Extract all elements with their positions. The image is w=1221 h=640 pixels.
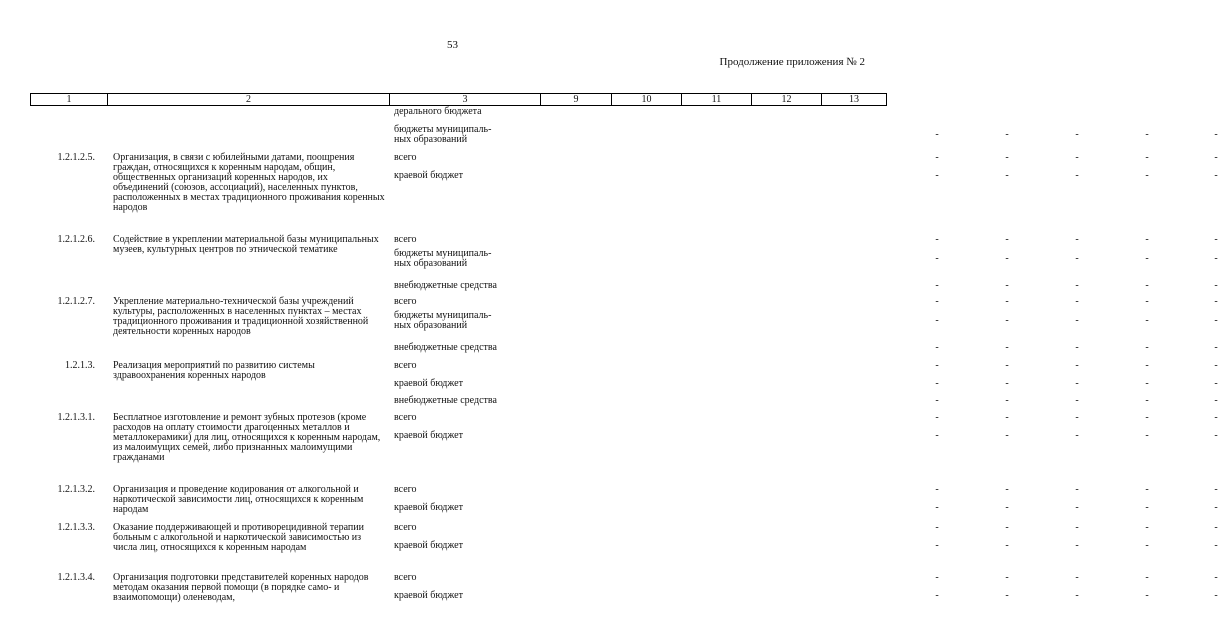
value-col-13: -	[1214, 360, 1218, 371]
appendix-note: Продолжение приложения № 2	[719, 56, 865, 68]
header-col-12: 12	[781, 94, 792, 105]
value-col-10: -	[1005, 590, 1009, 601]
value-col-10: -	[1005, 342, 1009, 353]
value-col-12: -	[1145, 502, 1149, 513]
funding-row	[394, 502, 1218, 523]
value-col-11: -	[1075, 253, 1079, 264]
value-col-12: -	[1145, 412, 1149, 423]
value-col-13: -	[1214, 129, 1218, 140]
value-col-13: -	[1214, 253, 1218, 264]
value-col-11: -	[1075, 296, 1079, 307]
row-title: Организация, в связи с юбилейными датами, поощрения граждан, относящихся к коренным народам, общин, общественных организаций коренных народов, их объединений (союзов, ассоциаций), населенных пунктов, расположенных в местах традиционного проживания коренных народов	[113, 152, 385, 213]
row-title: Бесплатное изготовление и ремонт зубных протезов (кроме расходов на оплату стоимости драгоценных металлов и металлокерамики) для лиц, относящихся к коренным народам, из малоимущих семей, либо признанных малоимущими гражданами	[113, 412, 381, 463]
value-col-12: -	[1145, 484, 1149, 495]
value-col-10: -	[1005, 430, 1009, 441]
value-col-12: -	[1145, 280, 1149, 291]
value-col-9: -	[935, 360, 939, 371]
value-col-12: -	[1145, 296, 1149, 307]
row-code: 1.2.1.3.3.	[57, 522, 95, 533]
funding-source: всего	[394, 296, 417, 307]
row-code: 1.2.1.3.2.	[57, 484, 95, 495]
value-col-10: -	[1005, 129, 1009, 140]
row-title: Содействие в укреплении материальной базы муниципальных музеев, культурных центров по этнической тематике	[113, 234, 379, 255]
value-col-12: -	[1145, 253, 1149, 264]
funding-source: внебюджетные средства	[394, 342, 497, 353]
value-col-11: -	[1075, 590, 1079, 601]
value-col-11: -	[1075, 342, 1079, 353]
value-col-10: -	[1005, 152, 1009, 163]
funding-source: всего	[394, 484, 417, 495]
value-col-9: -	[935, 296, 939, 307]
value-col-9: -	[935, 378, 939, 389]
value-col-11: -	[1075, 360, 1079, 371]
funding-source: краевой бюджет	[394, 170, 463, 181]
value-col-9: -	[935, 129, 939, 140]
funding-row	[394, 342, 1218, 363]
value-col-10: -	[1005, 253, 1009, 264]
value-col-10: -	[1005, 412, 1009, 423]
value-col-10: -	[1005, 315, 1009, 326]
header-col-9: 9	[573, 94, 579, 105]
funding-row	[394, 590, 1218, 611]
funding-source: всего	[394, 412, 417, 423]
value-col-13: -	[1214, 378, 1218, 389]
value-col-9: -	[935, 590, 939, 601]
row-code: 1.2.1.3.1.	[57, 412, 95, 423]
funding-source: краевой бюджет	[394, 378, 463, 389]
value-col-13: -	[1214, 540, 1218, 551]
value-col-11: -	[1075, 280, 1079, 291]
value-col-9: -	[935, 572, 939, 583]
funding-row	[394, 540, 1218, 561]
value-col-9: -	[935, 502, 939, 513]
value-col-12: -	[1145, 315, 1149, 326]
value-col-9: -	[935, 484, 939, 495]
value-col-10: -	[1005, 522, 1009, 533]
funding-row	[394, 248, 1218, 269]
value-col-9: -	[935, 234, 939, 245]
value-col-9: -	[935, 342, 939, 353]
funding-source: всего	[394, 522, 417, 533]
value-col-12: -	[1145, 378, 1149, 389]
value-col-9: -	[935, 412, 939, 423]
value-col-13: -	[1214, 572, 1218, 583]
value-col-13: -	[1214, 590, 1218, 601]
value-col-9: -	[935, 253, 939, 264]
row-code: 1.2.1.2.5.	[57, 152, 95, 163]
value-col-12: -	[1145, 590, 1149, 601]
value-col-13: -	[1214, 522, 1218, 533]
row-code: 1.2.1.3.4.	[57, 572, 95, 583]
header-col-2: 2	[246, 94, 251, 105]
value-col-10: -	[1005, 395, 1009, 406]
value-col-11: -	[1075, 522, 1079, 533]
value-col-10: -	[1005, 540, 1009, 551]
funding-source: всего	[394, 152, 417, 163]
value-col-11: -	[1075, 395, 1079, 406]
row-title: Реализация мероприятий по развитию системы здравоохранения коренных народов	[113, 360, 315, 381]
value-col-12: -	[1145, 395, 1149, 406]
value-col-11: -	[1075, 152, 1079, 163]
funding-source: краевой бюджет	[394, 590, 463, 601]
value-col-13: -	[1214, 234, 1218, 245]
page-number: 53	[447, 39, 458, 51]
value-col-11: -	[1075, 412, 1079, 423]
row-code: 1.2.1.2.6.	[57, 234, 95, 245]
value-col-11: -	[1075, 484, 1079, 495]
value-col-10: -	[1005, 234, 1009, 245]
value-col-11: -	[1075, 234, 1079, 245]
value-col-12: -	[1145, 129, 1149, 140]
funding-row	[394, 124, 1218, 145]
row-title: Организация и проведение кодирования от алкогольной и наркотической зависимости лиц, относящихся к коренным народам	[113, 484, 364, 515]
value-col-11: -	[1075, 378, 1079, 389]
row-code: 1.2.1.2.7.	[57, 296, 95, 307]
value-col-13: -	[1214, 152, 1218, 163]
value-col-13: -	[1214, 412, 1218, 423]
value-col-11: -	[1075, 430, 1079, 441]
value-col-11: -	[1075, 315, 1079, 326]
funding-row	[394, 430, 1218, 451]
funding-source: краевой бюджет	[394, 540, 463, 551]
value-col-13: -	[1214, 296, 1218, 307]
table-header	[30, 93, 887, 106]
value-col-9: -	[935, 430, 939, 441]
funding-source: всего	[394, 360, 417, 371]
value-col-9: -	[935, 280, 939, 291]
value-col-13: -	[1214, 315, 1218, 326]
value-col-13: -	[1214, 484, 1218, 495]
funding-source: всего	[394, 572, 417, 583]
row-title: Организация подготовки представителей коренных народов методам оказания первой помощи (в порядке само- и взаимопомощи) оленеводам,	[113, 572, 369, 603]
value-col-9: -	[935, 315, 939, 326]
value-col-12: -	[1145, 152, 1149, 163]
value-col-10: -	[1005, 170, 1009, 181]
value-col-10: -	[1005, 296, 1009, 307]
value-col-12: -	[1145, 234, 1149, 245]
value-col-13: -	[1214, 502, 1218, 513]
funding-source: краевой бюджет	[394, 430, 463, 441]
value-col-9: -	[935, 540, 939, 551]
funding-source: бюджеты муниципаль- ных образований	[394, 310, 492, 331]
value-col-11: -	[1075, 540, 1079, 551]
value-col-9: -	[935, 152, 939, 163]
header-col-11: 11	[711, 94, 722, 105]
funding-source: всего	[394, 234, 417, 245]
funding-source: краевой бюджет	[394, 502, 463, 513]
value-col-9: -	[935, 522, 939, 533]
funding-source: дерального бюджета	[394, 106, 482, 117]
value-col-12: -	[1145, 572, 1149, 583]
header-col-13: 13	[849, 94, 859, 105]
value-col-11: -	[1075, 129, 1079, 140]
value-col-13: -	[1214, 342, 1218, 353]
funding-source: бюджеты муниципаль- ных образований	[394, 124, 492, 145]
row-title: Оказание поддерживающей и противорецидивной терапии больным с алкогольной и наркотической зависимостью из числа лиц, относящихся к коренным народам	[113, 522, 364, 553]
value-col-10: -	[1005, 378, 1009, 389]
value-col-12: -	[1145, 540, 1149, 551]
row-title: Укрепление материально-технической базы учреждений культуры, расположенных в населенных пунктах – местах традиционного проживания и традиционной хозяйственной деятельности коренных народов	[113, 296, 369, 337]
value-col-12: -	[1145, 522, 1149, 533]
value-col-10: -	[1005, 572, 1009, 583]
value-col-13: -	[1214, 170, 1218, 181]
value-col-12: -	[1145, 360, 1149, 371]
value-col-9: -	[935, 170, 939, 181]
value-col-12: -	[1145, 430, 1149, 441]
funding-source: внебюджетные средства	[394, 280, 497, 291]
value-col-13: -	[1214, 395, 1218, 406]
header-col-1: 1	[66, 94, 72, 105]
value-col-13: -	[1214, 430, 1218, 441]
funding-source: бюджеты муниципаль- ных образований	[394, 248, 492, 269]
value-col-12: -	[1145, 342, 1149, 353]
value-col-10: -	[1005, 484, 1009, 495]
header-col-3: 3	[462, 94, 468, 105]
row-code: 1.2.1.3.	[65, 360, 95, 371]
funding-row	[394, 170, 1218, 191]
value-col-10: -	[1005, 280, 1009, 291]
value-col-13: -	[1214, 280, 1218, 291]
value-col-9: -	[935, 395, 939, 406]
value-col-12: -	[1145, 170, 1149, 181]
value-col-11: -	[1075, 572, 1079, 583]
funding-row	[394, 310, 1218, 331]
value-col-10: -	[1005, 360, 1009, 371]
value-col-10: -	[1005, 502, 1009, 513]
funding-source: внебюджетные средства	[394, 395, 497, 406]
header-col-10: 10	[641, 94, 652, 105]
value-col-11: -	[1075, 170, 1079, 181]
value-col-11: -	[1075, 502, 1079, 513]
